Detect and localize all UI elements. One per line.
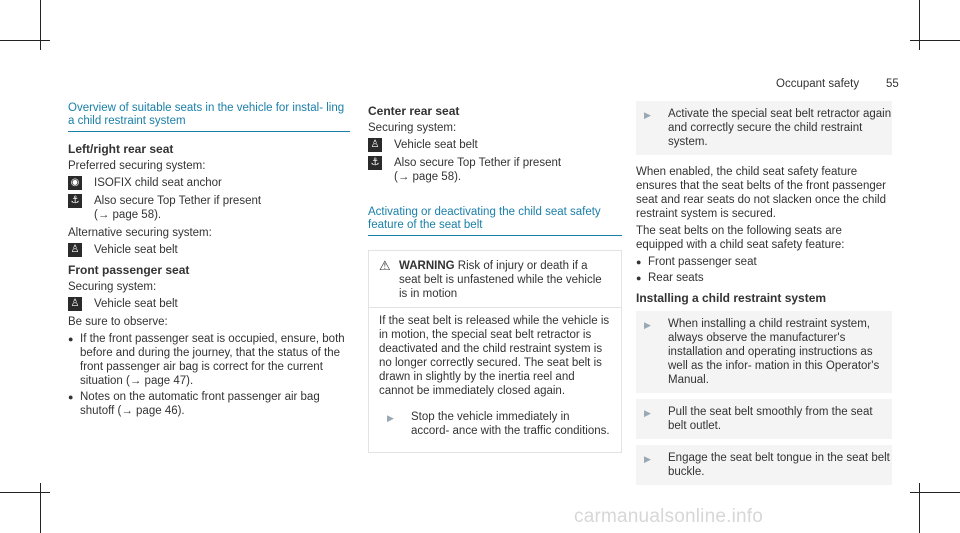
list-item	[68, 390, 350, 418]
warning-step	[379, 404, 611, 444]
warning-body	[369, 307, 621, 452]
seat-belt-icon: ♙	[368, 138, 382, 152]
securing-label: Securing system:	[368, 122, 457, 134]
warning-header	[369, 251, 621, 307]
step-text: When installing a child restraint system, always observe the manufacturer's installation and operating instructions as well as the infor- mation in this Operator's Manual.	[668, 318, 880, 386]
install-step	[636, 311, 892, 393]
top-tether-icon: ⚓	[68, 194, 82, 208]
bullet-icon: ●	[636, 257, 642, 267]
step-arrow-icon: ▶	[644, 454, 651, 464]
crop-mark	[40, 483, 41, 533]
heading-installing: Installing a child restraint system	[636, 291, 827, 305]
step-arrow-icon: ▶	[644, 110, 651, 120]
heading-front-passenger: Front passenger seat	[68, 263, 190, 277]
top-tether-row	[68, 194, 350, 222]
bullet-icon: ●	[68, 334, 74, 344]
step-arrow-icon: ▶	[644, 320, 651, 330]
page-number: 55	[886, 78, 899, 90]
crop-mark	[40, 0, 41, 50]
seat-belt-row	[368, 138, 622, 152]
observe-label: Be sure to observe:	[68, 316, 168, 328]
seat-belt-text: Vehicle seat belt	[94, 298, 178, 310]
top-tether-icon: ⚓	[368, 156, 382, 170]
top-tether-row	[368, 156, 622, 184]
crop-mark	[0, 492, 50, 493]
bullet-icon: ●	[68, 392, 74, 402]
list-item-text: If the front passenger seat is occupied, ensure, both before and during the journey, that the status of the front passenger air bag is correct for the current situation (→ page 47).	[80, 333, 345, 387]
list-item	[636, 271, 892, 285]
crop-mark	[910, 40, 960, 41]
seat-belt-text: Vehicle seat belt	[94, 244, 178, 256]
seat-belt-row	[68, 243, 350, 257]
top-tether-text: Also secure Top Tether if present	[394, 157, 562, 169]
list-item	[68, 332, 350, 388]
isofix-anchor-icon: ◉	[68, 176, 82, 190]
seat-belt-icon: ♙	[68, 243, 82, 257]
top-tether-text: Also secure Top Tether if present	[94, 195, 262, 207]
securing-label: Securing system:	[68, 281, 157, 293]
isofix-text: ISOFIX child seat anchor	[94, 177, 222, 189]
list-item-text: Notes on the automatic front passenger air bag shutoff (→ page 46).	[80, 391, 320, 417]
step-arrow-icon: ▶	[387, 413, 394, 423]
list-item-text: Front passenger seat	[648, 256, 757, 268]
seat-belt-icon: ♙	[68, 297, 82, 311]
step-text: Engage the seat belt tongue in the seat belt buckle.	[668, 452, 890, 478]
step-text: Stop the vehicle immediately in accord- ance with the traffic conditions.	[411, 411, 610, 437]
install-step	[636, 399, 892, 439]
watermark: carmanualsonline.info	[574, 506, 764, 527]
page-ref-link[interactable]: (→ page 58).	[394, 171, 462, 183]
section-title-activating: Activating or deactivating the child seat safety feature of the seat belt	[368, 206, 622, 236]
preferred-label: Preferred securing system:	[68, 160, 206, 172]
isofix-row	[68, 176, 350, 190]
warning-headline: Risk of injury or death if a seat belt is unfastened while the vehicle is in motion	[399, 260, 602, 300]
warning-text: If the seat belt is released while the vehicle is in motion, the special seat belt retractor is deactivated and the child restraint system is no longer correctly secured. The seat belt is drawn in slightly by the inertia reel and cannot be immediately closed again.	[379, 315, 610, 397]
list-item	[636, 255, 892, 269]
warning-box	[368, 250, 622, 453]
column-left	[68, 102, 350, 420]
warning-label: WARNING	[399, 260, 455, 272]
seats-equipped-text: The seat belts on the following seats are equipped with a child seat safety feature:	[636, 225, 845, 251]
when-enabled-text: When enabled, the child seat safety feature ensures that the seat belts of the front passenger seat and rear seats do not slacken once the child restraint system is secured.	[636, 166, 886, 220]
seat-belt-text: Vehicle seat belt	[394, 139, 478, 151]
info-step	[636, 101, 892, 155]
warning-triangle-icon: ⚠	[379, 258, 391, 273]
page-ref-link[interactable]: (→ page 58).	[94, 209, 162, 221]
list-item-text: Rear seats	[648, 272, 704, 284]
info-box	[636, 101, 892, 155]
install-step	[636, 445, 892, 485]
step-text: Activate the special seat belt retractor again and correctly secure the child restraint system.	[668, 108, 892, 148]
section-title-overview: Overview of suitable seats in the vehicle for instal- ling a child restraint system	[68, 102, 350, 132]
column-middle	[368, 102, 622, 453]
crop-mark	[919, 0, 920, 50]
crop-mark	[910, 492, 960, 493]
running-header	[776, 77, 944, 91]
heading-left-right-rear: Left/right rear seat	[68, 142, 174, 156]
crop-mark	[919, 483, 920, 533]
column-right	[636, 101, 892, 485]
crop-mark	[0, 40, 50, 41]
step-text: Pull the seat belt smoothly from the seat belt outlet.	[668, 406, 873, 432]
alternative-label: Alternative securing system:	[68, 227, 212, 239]
heading-center-rear: Center rear seat	[368, 104, 460, 118]
section-name: Occupant safety	[776, 78, 860, 90]
bullet-icon: ●	[636, 273, 642, 283]
seat-belt-row	[68, 297, 350, 311]
step-arrow-icon: ▶	[644, 408, 651, 418]
